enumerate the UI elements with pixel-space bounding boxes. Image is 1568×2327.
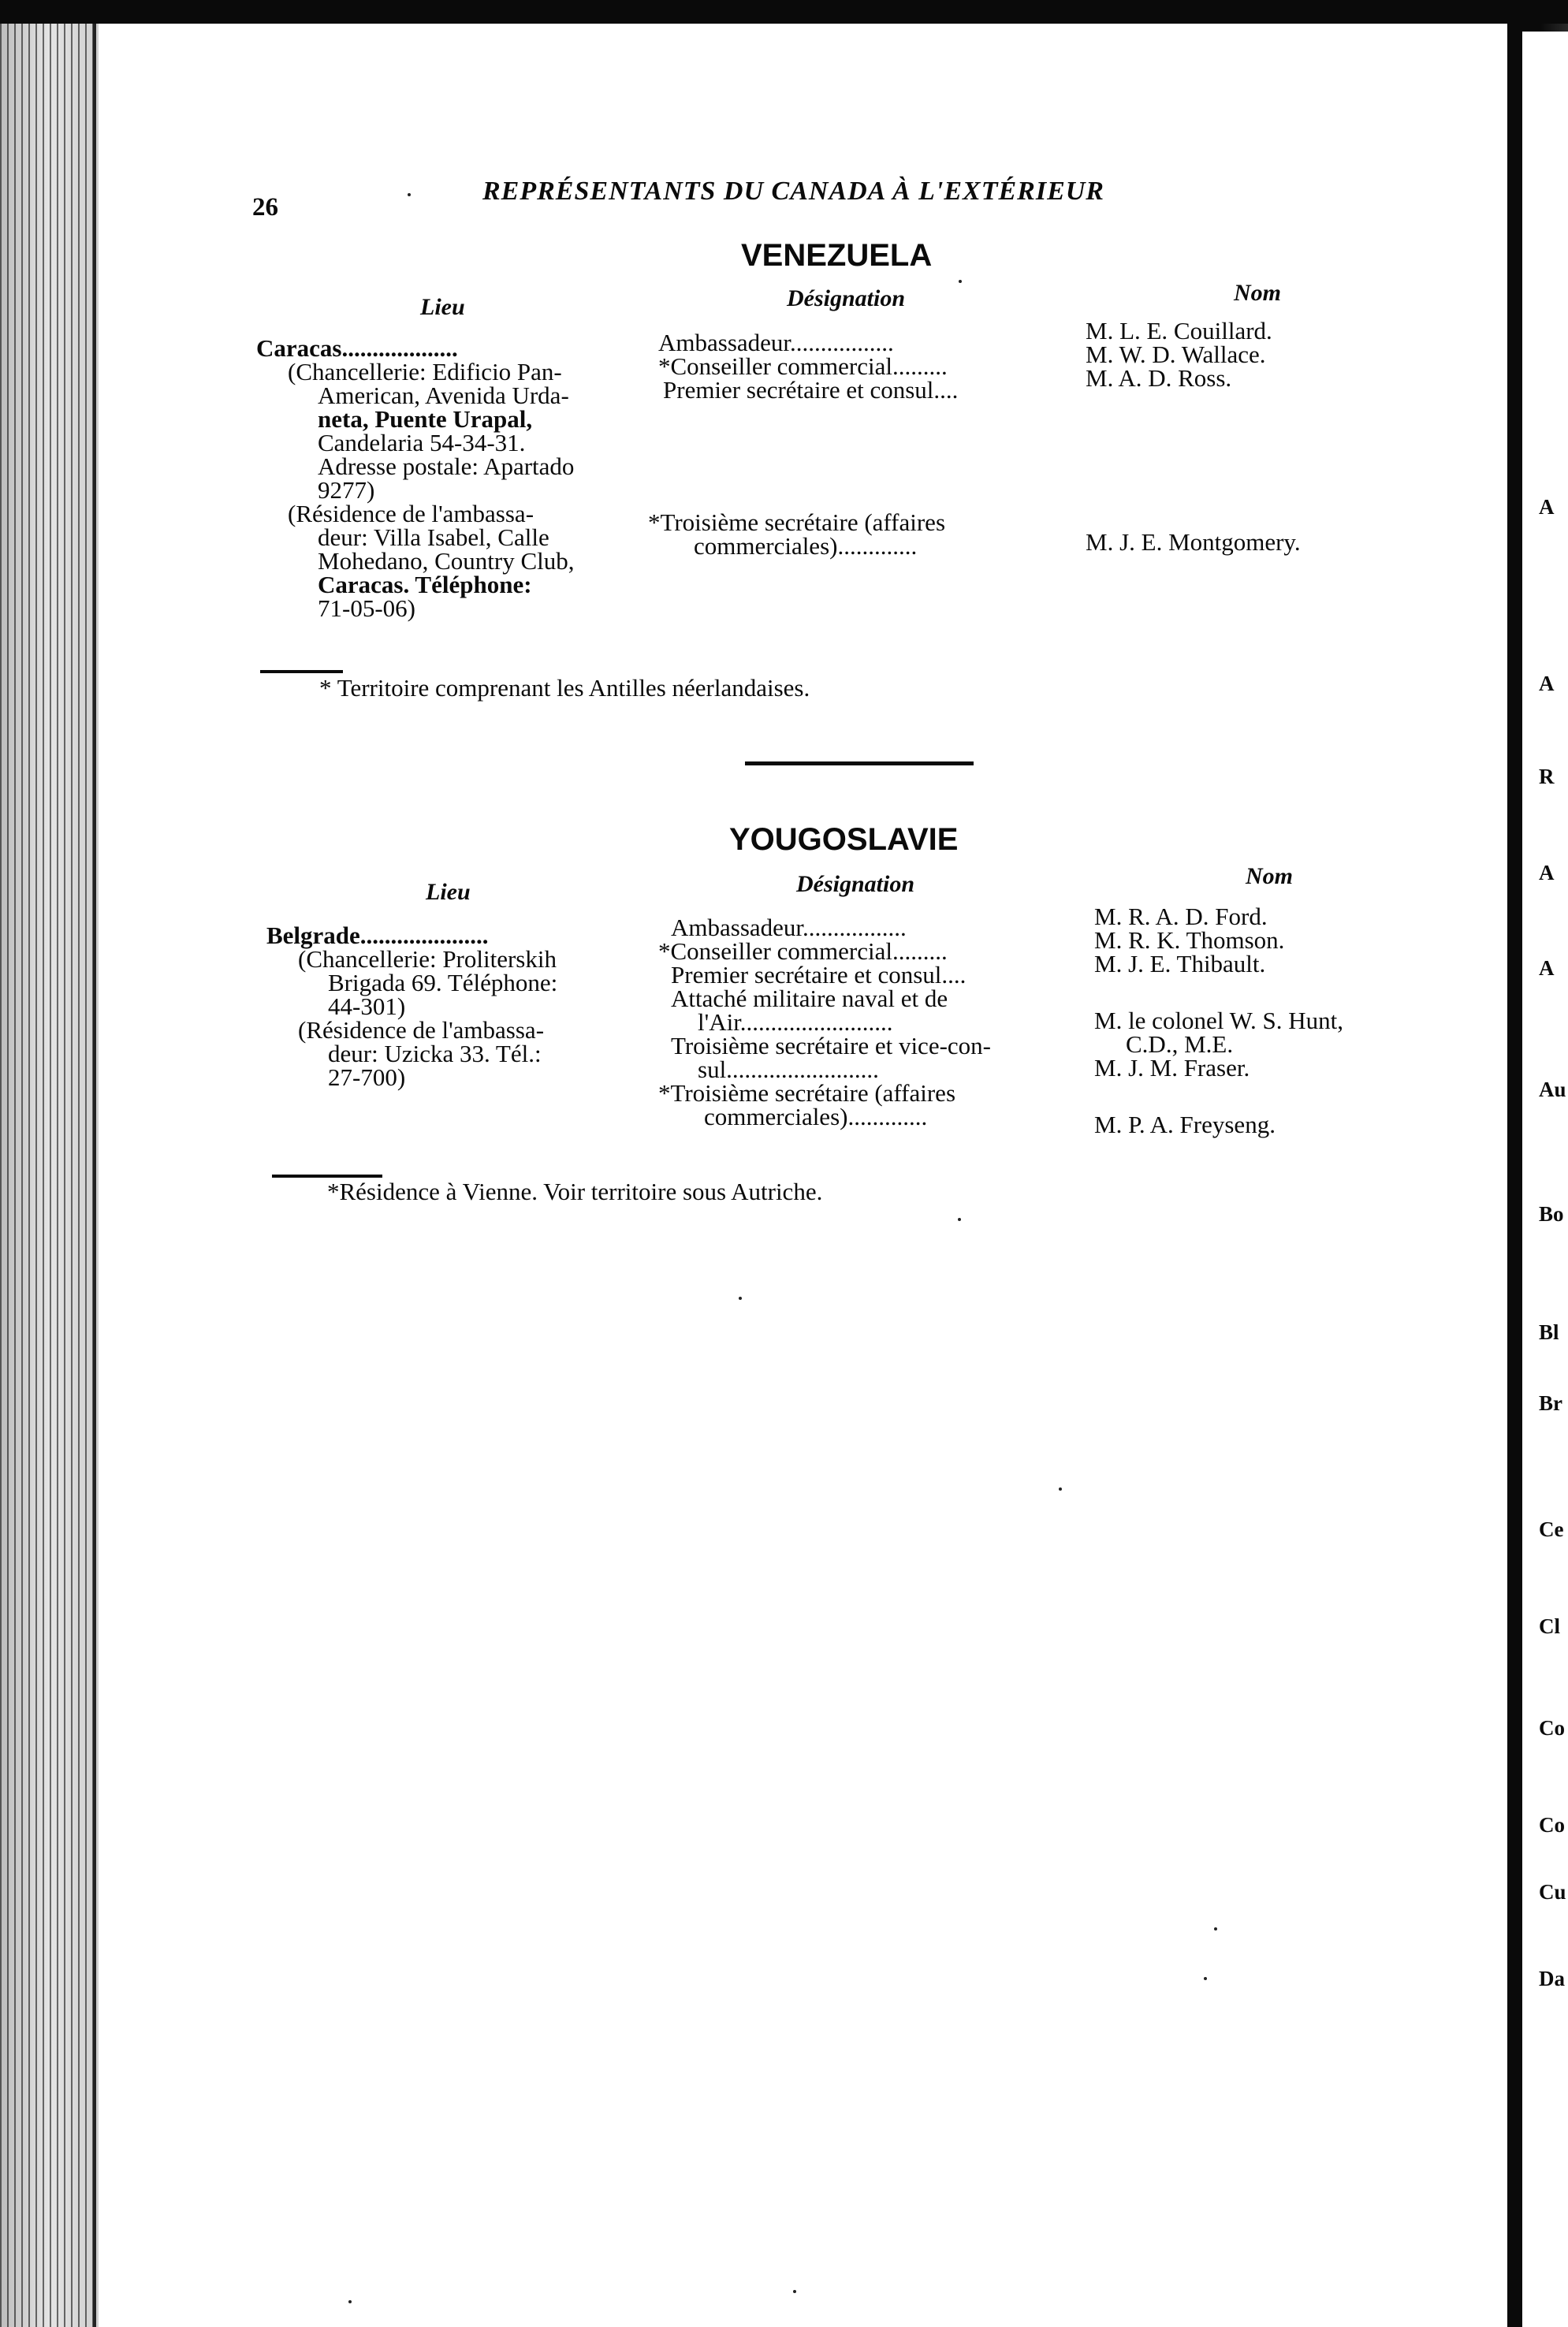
name-line: M. le colonel W. S. Hunt, — [1094, 1007, 1344, 1034]
adjacent-page-fragment: A — [1539, 956, 1555, 980]
address-line: Candelaria 54-34-31. — [318, 429, 526, 456]
designation-line: Attaché militaire naval et de — [671, 985, 948, 1012]
scan-speck — [793, 2290, 796, 2293]
designation-line: commerciales)............. — [694, 532, 918, 560]
scan-speck — [958, 1218, 961, 1221]
designation-line: Premier secrétaire et consul.... — [671, 961, 966, 989]
page-number: 26 — [252, 193, 278, 222]
address-line: neta, Puente Urapal, — [318, 405, 533, 433]
name-line: M. W. D. Wallace. — [1086, 341, 1266, 368]
scan-speck — [1204, 1977, 1207, 1980]
adjacent-page-fragment: Da — [1539, 1967, 1565, 1990]
address-line: deur: Villa Isabel, Calle — [318, 523, 549, 551]
adjacent-page-fragment: A — [1539, 861, 1555, 884]
address-line: 27-700) — [328, 1063, 406, 1091]
adjacent-page-fragment: Cu — [1539, 1880, 1566, 1904]
adjacent-page-fragment: Bo — [1539, 1202, 1564, 1226]
name-line: M. R. K. Thomson. — [1094, 926, 1285, 954]
city-caracas: Caracas................... — [256, 334, 458, 362]
adjacent-page-fragment: Ce — [1539, 1517, 1564, 1541]
scan-speck — [1214, 1927, 1217, 1930]
yougoslavie-nom-column-3 — [1094, 1113, 1276, 1137]
scan-speck — [408, 193, 411, 196]
venezuela-nom-column — [1086, 319, 1272, 390]
column-header-lieu: Lieu — [420, 294, 465, 320]
venezuela-lieu-column — [256, 334, 575, 622]
venezuela-footnote: * Territoire comprenant les Antilles néerlandaises. — [319, 674, 810, 702]
adjacent-page-fragment: Cl — [1539, 1614, 1560, 1638]
yougoslavie-designation-column — [658, 916, 991, 1129]
name-line: M. A. D. Ross. — [1086, 364, 1232, 392]
column-header-designation: Désignation — [796, 871, 915, 897]
name-line: C.D., M.E. — [1126, 1030, 1234, 1058]
footnote-rule — [260, 670, 343, 673]
address-line: deur: Uzicka 33. Tél.: — [328, 1040, 542, 1067]
column-header-nom: Nom — [1246, 863, 1293, 889]
country-title-yougoslavie: YOUGOSLAVIE — [729, 822, 959, 857]
designation-line: sul......................... — [698, 1056, 879, 1083]
section-divider — [745, 761, 974, 765]
address-line: (Chancellerie: Edificio Pan- — [288, 358, 562, 385]
designation-line: *Conseiller commercial......... — [658, 937, 948, 965]
address-line: Brigada 69. Téléphone: — [328, 969, 558, 996]
adjacent-page-fragment: A — [1539, 672, 1555, 695]
country-title-venezuela: VENEZUELA — [741, 238, 933, 273]
name-line: M. J. M. Fraser. — [1094, 1054, 1250, 1082]
running-head: REPRÉSENTANTS DU CANADA À L'EXTÉRIEUR — [482, 177, 1104, 206]
adjacent-page-fragment: Au — [1539, 1078, 1566, 1101]
venezuela-designation-column-2 — [648, 508, 946, 560]
venezuela-nom-column-2 — [1086, 528, 1301, 556]
gutter-edge — [93, 24, 96, 2327]
address-line: American, Avenida Urda- — [318, 382, 569, 409]
address-line: (Chancellerie: Proliterskih — [298, 945, 557, 973]
designation-line: l'Air......................... — [698, 1008, 893, 1036]
book-gutter — [0, 24, 99, 2327]
designation-line: Ambassadeur................. — [671, 914, 907, 941]
name-line: M. L. E. Couillard. — [1086, 317, 1272, 344]
name-line: M. J. E. Montgomery. — [1086, 528, 1301, 556]
column-header-lieu: Lieu — [426, 879, 471, 905]
designation-line: *Troisième secrétaire (affaires — [658, 1079, 956, 1107]
address-line: 44-301) — [328, 992, 406, 1020]
name-line: M. P. A. Freyseng. — [1094, 1111, 1276, 1138]
venezuela-designation-column — [658, 331, 958, 402]
scan-speck — [739, 1297, 742, 1300]
column-header-nom: Nom — [1234, 280, 1281, 306]
designation-line: commerciales)............. — [704, 1103, 928, 1130]
designation-line: Troisième secrétaire et vice-con- — [671, 1032, 991, 1059]
adjacent-page-fragment: R — [1539, 765, 1555, 788]
scan-speck — [348, 2300, 352, 2303]
adjacent-page-fragment: A — [1539, 495, 1555, 519]
scan-speck — [959, 280, 962, 283]
name-line: M. J. E. Thibault. — [1094, 950, 1266, 977]
yougoslavie-nom-column — [1094, 905, 1284, 976]
address-line: 71-05-06) — [318, 594, 415, 622]
address-line: (Résidence de l'ambassa- — [288, 500, 534, 527]
designation-line: *Troisième secrétaire (affaires — [648, 508, 946, 536]
designation-line: Ambassadeur................. — [658, 329, 894, 356]
adjacent-page-fragment: Br — [1539, 1391, 1562, 1415]
scan-speck — [1059, 1487, 1062, 1491]
yougoslavie-nom-column-2 — [1094, 1009, 1343, 1080]
yougoslavie-footnote: *Résidence à Vienne. Voir territoire sous Autriche. — [327, 1178, 823, 1205]
adjacent-page-fragment: Bl — [1539, 1320, 1559, 1344]
name-line: M. R. A. D. Ford. — [1094, 903, 1268, 930]
address-line: Mohedano, Country Club, — [318, 547, 575, 575]
adjacent-page-fragment: Co — [1539, 1813, 1565, 1837]
adjacent-page-fragment: Co — [1539, 1716, 1565, 1740]
yougoslavie-lieu-column — [266, 921, 558, 1091]
city-belgrade: Belgrade..................... — [266, 921, 489, 949]
address-line: Caracas. Téléphone: — [318, 571, 532, 598]
scan-top-border — [0, 0, 1568, 24]
address-line: 9277) — [318, 476, 375, 504]
address-line: Adresse postale: Apartado — [318, 452, 575, 480]
designation-line: Premier secrétaire et consul.... — [663, 376, 959, 404]
designation-line: *Conseiller commercial......... — [658, 352, 948, 380]
address-line: (Résidence de l'ambassa- — [298, 1016, 545, 1044]
column-header-designation: Désignation — [787, 285, 906, 311]
